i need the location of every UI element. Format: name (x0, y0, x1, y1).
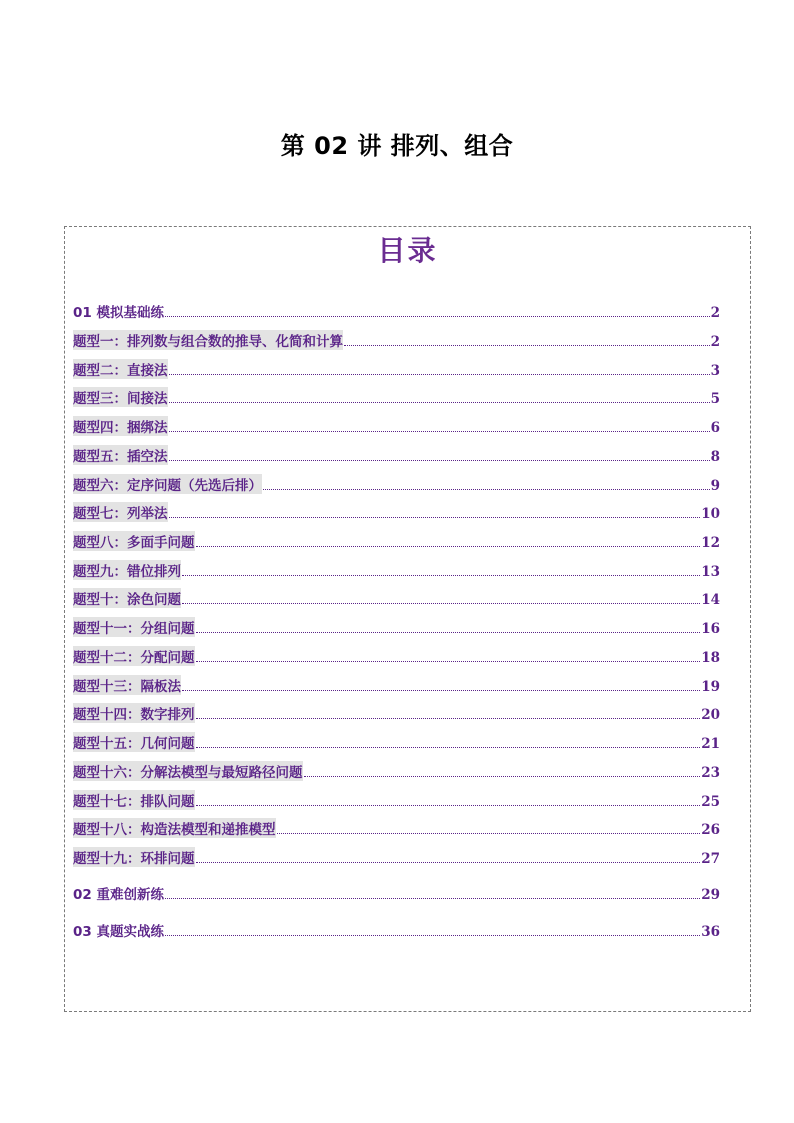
toc-entry[interactable] (73, 416, 720, 436)
toc-entry-label: 题型三：间接法 (73, 387, 168, 407)
table-of-contents (64, 226, 751, 1012)
toc-entry[interactable] (73, 531, 720, 551)
toc-entry-label: 题型七：列举法 (73, 502, 168, 522)
toc-entry-page: 12 (701, 535, 720, 551)
toc-entry-page: 16 (701, 621, 720, 637)
toc-entry-page: 14 (701, 592, 720, 608)
toc-leader-dots (169, 430, 710, 432)
toc-entry-label: 题型十五：几何问题 (73, 732, 195, 752)
toc-entry-label: 题型十二：分配问题 (73, 646, 195, 666)
toc-entry-label: 题型十七：排队问题 (73, 790, 195, 810)
toc-leader-dots (196, 746, 701, 748)
toc-entry[interactable] (73, 675, 720, 695)
toc-entry-page: 36 (701, 924, 720, 940)
toc-entry-label: 题型十四：数字排列 (73, 703, 195, 723)
toc-entry[interactable] (73, 445, 720, 465)
toc-entry-page: 21 (701, 736, 720, 752)
toc-entry[interactable] (73, 359, 720, 379)
toc-entry[interactable] (73, 330, 720, 350)
toc-leader-dots (165, 315, 710, 317)
toc-leader-dots (196, 804, 701, 806)
toc-leader-dots (196, 861, 701, 863)
toc-entry-page: 25 (701, 794, 720, 810)
toc-entry[interactable] (73, 301, 720, 321)
toc-entry-label: 题型十九：环排问题 (73, 847, 195, 867)
toc-entry[interactable] (73, 703, 720, 723)
toc-entry-page: 23 (701, 765, 720, 781)
toc-entry-page: 29 (701, 887, 720, 903)
toc-entry[interactable] (73, 588, 720, 608)
toc-entry-page: 20 (701, 707, 720, 723)
toc-entry-label: 题型十八：构造法模型和递推模型 (73, 818, 276, 838)
toc-heading: 目录 (377, 234, 438, 267)
toc-entry-label: 02 重难创新练 (73, 887, 164, 903)
toc-entry[interactable] (73, 732, 720, 752)
toc-leader-dots (182, 602, 700, 604)
toc-entry-label: 题型十一：分组问题 (73, 617, 195, 637)
toc-entry-label: 题型五：插空法 (73, 445, 168, 465)
toc-entry[interactable] (73, 474, 720, 494)
toc-entry-page: 6 (710, 420, 720, 436)
toc-leader-dots (263, 488, 710, 490)
toc-entry[interactable] (73, 920, 720, 940)
toc-entry[interactable] (73, 617, 720, 637)
toc-entry-page: 5 (710, 391, 720, 407)
toc-leader-dots (182, 574, 700, 576)
toc-entry[interactable] (73, 883, 720, 903)
toc-entry[interactable] (73, 387, 720, 407)
toc-leader-dots (196, 717, 701, 719)
toc-leader-dots (169, 516, 701, 518)
toc-entry-label: 01 模拟基础练 (73, 305, 164, 321)
toc-entry-label: 题型十：涂色问题 (73, 588, 181, 608)
toc-leader-dots (165, 934, 700, 936)
toc-entry-page: 13 (701, 564, 720, 580)
toc-entry[interactable] (73, 646, 720, 666)
toc-entry-page: 2 (710, 334, 720, 350)
toc-entry-page: 10 (701, 506, 720, 522)
toc-leader-dots (169, 459, 710, 461)
toc-leader-dots (196, 631, 701, 633)
toc-entry-page: 3 (710, 363, 720, 379)
toc-leader-dots (304, 775, 701, 777)
toc-entry-page: 2 (710, 305, 720, 321)
document-title: 第 02 讲 排列、组合 (280, 132, 514, 160)
toc-entry-label: 题型二：直接法 (73, 359, 168, 379)
toc-entry-label: 题型九：错位排列 (73, 560, 181, 580)
toc-entry-page: 18 (701, 650, 720, 666)
toc-entry[interactable] (73, 790, 720, 810)
toc-entry[interactable] (73, 818, 720, 838)
toc-leader-dots (169, 373, 710, 375)
toc-leader-dots (344, 344, 710, 346)
toc-entry-label: 题型一：排列数与组合数的推导、化简和计算 (73, 330, 343, 350)
toc-leader-dots (196, 660, 701, 662)
toc-leader-dots (196, 545, 701, 547)
toc-leader-dots (165, 897, 700, 899)
toc-leader-dots (169, 401, 710, 403)
toc-entry-label: 题型四：捆绑法 (73, 416, 168, 436)
toc-entry-label: 03 真题实战练 (73, 924, 164, 940)
toc-entry-label: 题型十三：隔板法 (73, 675, 181, 695)
toc-entry-label: 题型八：多面手问题 (73, 531, 195, 551)
toc-entry[interactable] (73, 847, 720, 867)
toc-entry[interactable] (73, 761, 720, 781)
toc-entry[interactable] (73, 502, 720, 522)
toc-entry-page: 8 (710, 449, 720, 465)
toc-entry-label: 题型十六：分解法模型与最短路径问题 (73, 761, 303, 781)
toc-entry-page: 9 (710, 478, 720, 494)
toc-entry-page: 19 (701, 679, 720, 695)
toc-leader-dots (277, 832, 701, 834)
toc-entry-page: 26 (701, 822, 720, 838)
toc-leader-dots (182, 689, 700, 691)
toc-entry-label: 题型六：定序问题（先选后排） (73, 474, 262, 494)
toc-entry-page: 27 (701, 851, 720, 867)
toc-entry[interactable] (73, 560, 720, 580)
